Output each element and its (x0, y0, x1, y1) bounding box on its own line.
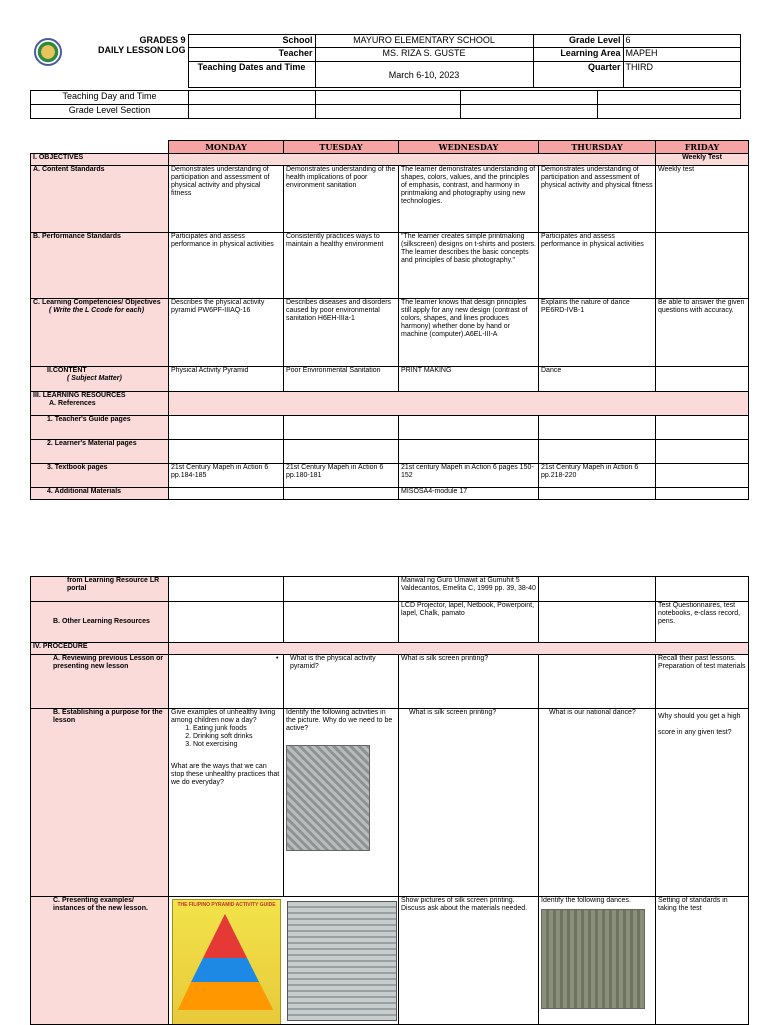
purpose-label: B. Establishing a purpose for the lesson (31, 709, 169, 897)
purpose-wed: What is silk screen printing? (399, 709, 539, 897)
purpose-mon-list (171, 725, 281, 749)
quarter-label: Quarter (533, 62, 623, 88)
day-friday: FRIDAY (656, 141, 749, 154)
list-item: 3. Not exercising (193, 741, 281, 749)
day-tuesday: TUESDAY (284, 141, 399, 154)
reviewing-tue: What is the physical activity pyramid? (290, 655, 376, 670)
learning-area-value: MAPEH (623, 48, 740, 62)
content-standards-tue: Demonstrates understanding of the health implications of poor environment sanitation (284, 166, 399, 233)
day-monday: MONDAY (169, 141, 284, 154)
learning-area-label: Learning Area (533, 48, 623, 62)
presenting-wed: Show pictures of silk screen printing. Discuss ask about the materials needed. (399, 897, 539, 1025)
pyramid-poster (172, 899, 281, 1025)
school-value: MAYURO ELEMENTARY SCHOOL (315, 35, 533, 48)
resources-label: III. LEARNING RESOURCES (33, 392, 126, 399)
presenting-thu: Identify the following dances. (541, 897, 631, 904)
school-label: School (188, 35, 315, 48)
presenting-thu-cell (539, 897, 656, 1025)
references-label: A. References (49, 400, 96, 407)
performance-standards-wed: "The learner creates simple printmaking (silkscreen) designs on t-shirts and posters. The learner describes the basic concepts and principles of basic photography." (399, 233, 539, 299)
textbook-wed: 21st century Mapeh in Action 6 pages 150-152 (399, 464, 539, 488)
day-time-label: Teaching Day and Time (31, 91, 189, 105)
competencies-mon: Describes the physical activity pyramid PW6PF-IIIAQ-16 (169, 299, 284, 367)
other-resources-fri: Test Questionnaires, test notebooks, e-class record, pens. (656, 602, 749, 643)
competencies-label-cell (31, 299, 169, 367)
grade-level-value: 6 (623, 35, 740, 48)
content-wed: PRINT MAKING (399, 367, 539, 392)
reviewing-tue-cell: • What is the physical activity pyramid? (284, 655, 399, 709)
performance-standards-mon: Participates and assess performance in physical activities (169, 233, 284, 299)
reviewing-fri: Recall their past lessons. Preparation of test materials (656, 655, 749, 709)
content-standards-mon: Demonstrates understanding of participation and assessment of physical activity and physical fitness (169, 166, 284, 233)
grades-label: GRADES 9 (139, 34, 186, 45)
textbook-tue: 21st Century Mapeh in Action 6 pp.180-181 (284, 464, 399, 488)
other-resources-wed: LCD Projector, lapel, Netbook, Powerpoint, lapel, Chalk, pamato (399, 602, 539, 643)
textbook-fri (656, 464, 749, 488)
textbook-label: 3. Textbook pages (31, 464, 169, 488)
content-tue: Poor Environmental Sanitation (284, 367, 399, 392)
dances-photo (541, 909, 645, 1009)
list-item: 1. Eating junk foods (193, 725, 281, 733)
resources-label-cell (31, 392, 169, 416)
purpose-mon-cell (169, 709, 284, 897)
content-standards-label: A. Content Standards (31, 166, 169, 233)
content-thu: Dance (539, 367, 656, 392)
competencies-wed: The learner knows that design principles still apply for any new design (contrast of colors, shapes, and lines produces harmony) whether done by hand or machine (computer).A6EL-III-A (399, 299, 539, 367)
list-item: 2. Drinking soft drinks (193, 733, 281, 741)
performance-standards-tue: Consistently practices ways to maintain a healthy environment (284, 233, 399, 299)
competencies-label: C. Learning Competencies/ Objectives (33, 299, 161, 306)
performance-standards-fri (656, 233, 749, 299)
content-standards-wed: The learner demonstrates understanding of shapes, colors, values, and the principles of emphasis, contrast, and harmony in printmaking and photography using new technologies. (399, 166, 539, 233)
day-thursday: THURSDAY (539, 141, 656, 154)
purpose-fri: Why should you get a high score in any given test? (656, 709, 749, 897)
lesson-table-page1 (30, 140, 749, 500)
reviewing-wed: What is silk screen printing? (399, 655, 539, 709)
additional-wed: MISOSA4-module 17 (399, 488, 539, 500)
purpose-mon-outro: What are the ways that we can stop these unhealthy practices that we do everyday? (171, 763, 280, 786)
content-sublabel: ( Subject Matter) (67, 375, 122, 382)
competencies-sublabel: ( Write the L Ccode for each) (49, 307, 145, 314)
teacher-label: Teacher (188, 48, 315, 62)
log-title: DAILY LESSON LOG (97, 44, 186, 55)
lesson-table-page2 (30, 576, 749, 1025)
teacher-guide-label: 1. Teacher's Guide pages (31, 416, 169, 440)
presenting-fri: Setting of standards in taking the test (656, 897, 749, 1025)
teacher-value: MS. RIZA S. GUSTE (315, 48, 533, 62)
activity-pyramid-photo (286, 745, 370, 851)
performance-standards-thu: Participates and assess performance in physical activities (539, 233, 656, 299)
quarter-value: THIRD (623, 62, 740, 88)
purpose-thu: What is our national dance? (539, 709, 656, 897)
title-cell (30, 35, 188, 88)
competencies-fri: Be able to answer the given questions with accuracy. (656, 299, 749, 367)
competencies-thu: Explains the nature of dance PE6RD-IVB-1 (539, 299, 656, 367)
textbook-mon: 21st Century Mapeh in Action 6 pp.184-185 (169, 464, 284, 488)
day-time-table (30, 90, 741, 119)
purpose-tue: Identify the following activities in the picture. Why do we need to be active? (286, 709, 393, 732)
objectives-label: I. OBJECTIVES (31, 154, 169, 166)
dates-label: Teaching Dates and Time (188, 62, 315, 88)
content-standards-fri: Weekly test (656, 166, 749, 233)
dates-value: March 6-10, 2023 (315, 62, 533, 88)
day-wednesday: WEDNESDAY (399, 141, 539, 154)
header-table (30, 34, 741, 88)
content-fri (656, 367, 749, 392)
weekly-test-label: Weekly Test (656, 154, 749, 166)
procedure-label: IV. PROCEDURE (31, 643, 169, 655)
content-label-cell (31, 367, 169, 392)
performance-standards-label: B. Performance Standards (31, 233, 169, 299)
pyramid-graphic (173, 910, 278, 1014)
content-mon: Physical Activity Pyramid (169, 367, 284, 392)
purpose-tue-cell (284, 709, 399, 897)
other-resources-label: B. Other Learning Resources (31, 602, 169, 643)
competencies-tue: Describes diseases and disorders caused by poor environmental sanitation H6EH-IIIa-1 (284, 299, 399, 367)
textbook-thu: 21st Century Mapeh in Action 6 pp.218-220 (539, 464, 656, 488)
pyramid-poster-title: THE FILIPINO PYRAMID ACTIVITY GUIDE (177, 902, 276, 908)
presenting-label: C. Presenting examples/ instances of the new lesson. (31, 897, 169, 1025)
purpose-mon-intro: Give examples of unhealthy living among children now a day? (171, 709, 276, 724)
content-standards-thu: Demonstrates understanding of participation and assessment of physical activity and physical fitness (539, 166, 656, 233)
worksheet-photo (287, 901, 397, 1021)
reviewing-label: A. Reviewing previous Lesson or presenting new lesson (31, 655, 169, 709)
section-label: Grade Level Section (31, 105, 189, 119)
content-label: II.CONTENT (47, 367, 87, 374)
presenting-images-cell (169, 897, 399, 1025)
lr-portal-wed: Manwal ng Guro Umawit at Gumuhit 5 Valdecantos, Emelita C, 1999 pp. 39, 38-40 (399, 577, 539, 602)
additional-label: 4. Additional Materials (31, 488, 169, 500)
lr-portal-label: from Learning Resource LR portal (31, 577, 169, 602)
grade-level-label: Grade Level (533, 35, 623, 48)
learner-material-label: 2. Learner's Material pages (31, 440, 169, 464)
